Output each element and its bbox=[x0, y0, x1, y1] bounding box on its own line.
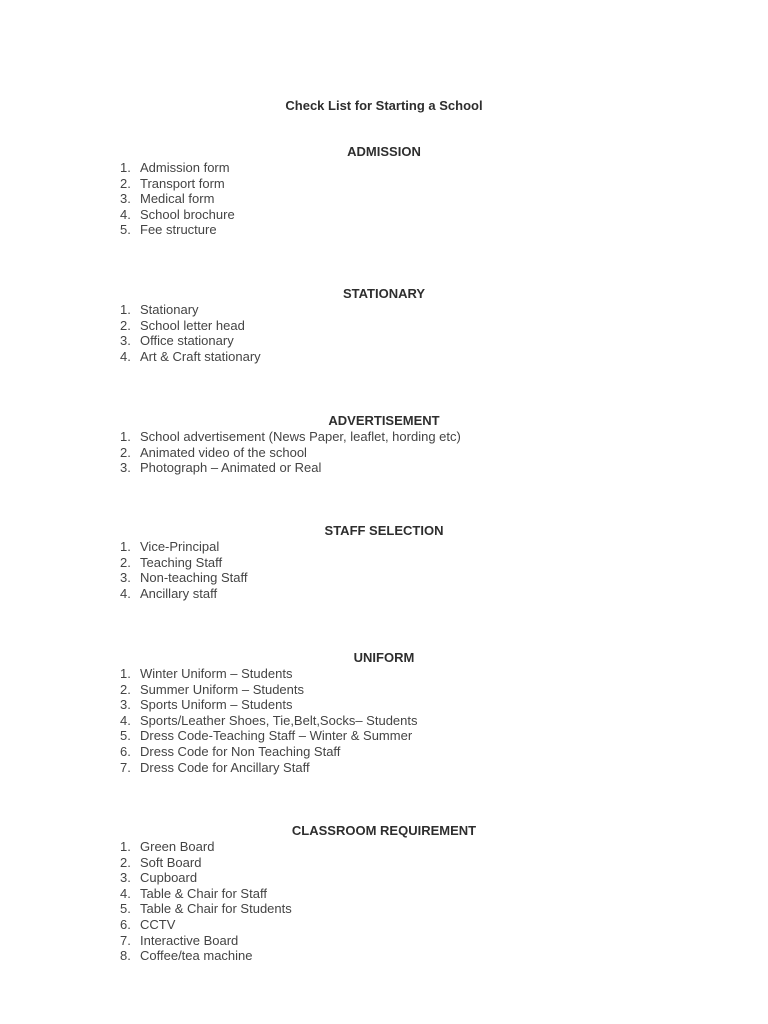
list-item: 2. Transport form bbox=[120, 175, 225, 191]
checklist bbox=[0, 839, 768, 964]
list-item: 2. Soft Board bbox=[120, 854, 202, 870]
list-item: 6. CCTV bbox=[120, 916, 176, 932]
list-item: 1. Admission form bbox=[120, 160, 230, 175]
section-stationary bbox=[0, 286, 768, 364]
section-heading: CLASSROOM REQUIREMENT bbox=[291, 823, 477, 838]
list-item: 1. Vice-Principal bbox=[120, 539, 220, 554]
list-item: 1. Stationary bbox=[120, 302, 199, 317]
list-item: 5. Fee structure bbox=[120, 222, 217, 238]
checklist bbox=[0, 160, 768, 238]
section-admission bbox=[0, 144, 768, 238]
section-staff-selection bbox=[0, 523, 768, 601]
list-item: 4. Sports/Leather Shoes, Tie,Belt,Socks– Students bbox=[120, 712, 418, 728]
section-uniform bbox=[0, 650, 768, 775]
list-item: 2. Animated video of the school bbox=[120, 444, 307, 460]
list-item: 2. Summer Uniform – Students bbox=[120, 681, 305, 697]
list-item: 4. Ancillary staff bbox=[120, 585, 218, 601]
list-item: 3. Photograph – Animated or Real bbox=[120, 460, 322, 476]
checklist bbox=[0, 666, 768, 775]
list-item: 3. Office stationary bbox=[120, 333, 234, 349]
section-classroom-requirement bbox=[0, 823, 768, 964]
checklist bbox=[0, 429, 768, 476]
list-item: 3. Cupboard bbox=[120, 870, 198, 886]
checklist bbox=[0, 302, 768, 364]
list-item: 4. School brochure bbox=[120, 206, 235, 222]
list-item: 7. Interactive Board bbox=[120, 932, 239, 948]
list-item: 6. Dress Code for Non Teaching Staff bbox=[120, 743, 341, 759]
list-item: 1. Green Board bbox=[120, 839, 215, 854]
document-title: Check List for Starting a School bbox=[285, 98, 483, 113]
list-item: 8. Coffee/tea machine bbox=[120, 948, 253, 964]
section-heading: ADMISSION bbox=[347, 144, 421, 159]
list-item: 3. Non-teaching Staff bbox=[120, 570, 248, 586]
list-item: 3. Sports Uniform – Students bbox=[120, 697, 293, 713]
list-item: 2. Teaching Staff bbox=[120, 554, 223, 570]
list-item: 1. Winter Uniform – Students bbox=[120, 666, 293, 681]
checklist bbox=[0, 539, 768, 601]
list-item: 4. Table & Chair for Staff bbox=[120, 885, 267, 901]
section-advertisement bbox=[0, 413, 768, 476]
section-heading: UNIFORM bbox=[353, 650, 415, 665]
list-item: 7. Dress Code for Ancillary Staff bbox=[120, 759, 310, 775]
section-heading: ADVERTISEMENT bbox=[328, 413, 440, 428]
list-item: 2. School letter head bbox=[120, 317, 245, 333]
section-heading: STATIONARY bbox=[342, 286, 426, 301]
list-item: 1. School advertisement (News Paper, leaflet, hording etc) bbox=[120, 429, 461, 444]
list-item: 5. Dress Code-Teaching Staff – Winter & Summer bbox=[120, 728, 413, 744]
list-item: 4. Art & Craft stationary bbox=[120, 348, 261, 364]
list-item: 3. Medical form bbox=[120, 191, 215, 207]
list-item: 5. Table & Chair for Students bbox=[120, 901, 292, 917]
section-heading: STAFF SELECTION bbox=[324, 523, 444, 538]
